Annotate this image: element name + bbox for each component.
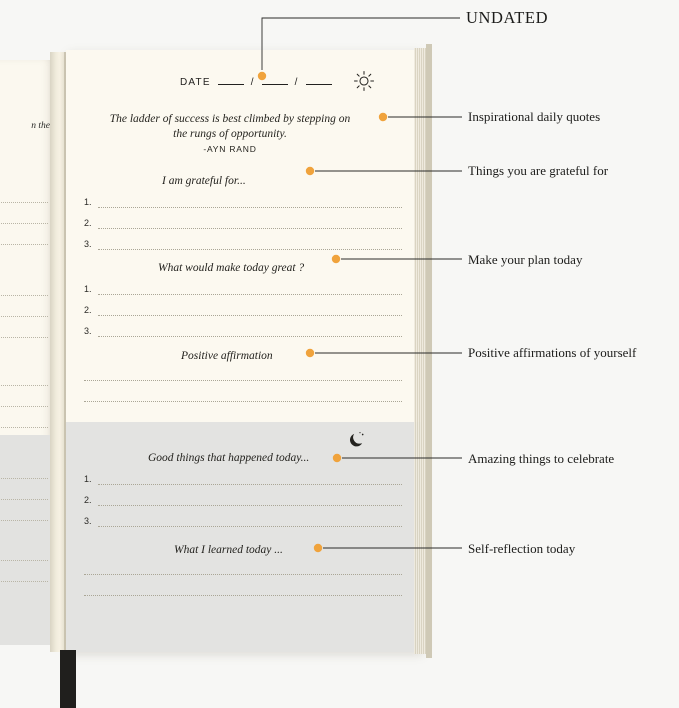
moon-icon xyxy=(347,430,367,450)
write-line[interactable] xyxy=(98,207,402,208)
great-day-line-2[interactable] xyxy=(84,301,402,322)
prompt-affirmation: Positive affirmation xyxy=(181,350,273,362)
callout-affirmation: Positive affirmations of yourself xyxy=(468,345,637,360)
callout-reflection: Self-reflection today xyxy=(468,541,576,556)
date-label: DATE xyxy=(180,77,211,88)
affirmation-line-1[interactable] xyxy=(84,366,402,387)
callout-quotes: Inspirational daily quotes xyxy=(468,109,601,124)
date-sep-1: / xyxy=(250,77,255,88)
write-line[interactable] xyxy=(98,294,402,295)
date-blank-year[interactable] xyxy=(306,74,332,85)
write-line[interactable] xyxy=(98,484,402,485)
good-things-lines[interactable] xyxy=(84,470,402,533)
journal-left-page xyxy=(0,60,52,645)
sun-icon xyxy=(353,70,375,92)
good-things-line-2[interactable] xyxy=(84,491,402,512)
quote-author: -AYN RAND xyxy=(203,144,257,154)
list-number: 3. xyxy=(84,516,92,526)
list-number: 1. xyxy=(84,197,92,207)
learned-line-2[interactable] xyxy=(84,581,402,602)
affirmation-lines[interactable] xyxy=(84,366,402,408)
write-line[interactable] xyxy=(98,505,402,506)
list-number: 2. xyxy=(84,305,92,315)
write-line[interactable] xyxy=(98,526,402,527)
good-things-line-1[interactable] xyxy=(84,470,402,491)
write-line[interactable] xyxy=(98,315,402,316)
journal-book xyxy=(0,42,440,652)
callout-undated: UNDATED xyxy=(466,8,549,27)
prompt-good-things: Good things that happened today... xyxy=(148,452,310,464)
list-number: 3. xyxy=(84,239,92,249)
date-sep-2: / xyxy=(294,77,299,88)
date-field[interactable] xyxy=(180,74,335,88)
write-line[interactable] xyxy=(84,380,402,381)
list-number: 1. xyxy=(84,284,92,294)
learned-line-1[interactable] xyxy=(84,560,402,581)
daily-quote: The ladder of success is best climbed by stepping on the rungs of opportunity. xyxy=(109,113,351,140)
page-content xyxy=(66,50,421,652)
great-day-line-3[interactable] xyxy=(84,322,402,343)
great-day-lines[interactable] xyxy=(84,280,402,343)
write-line[interactable] xyxy=(98,249,402,250)
grateful-line-2[interactable] xyxy=(84,214,402,235)
date-blank-day[interactable] xyxy=(218,74,244,85)
prompt-great-day: What would make today great ? xyxy=(158,262,305,274)
write-line[interactable] xyxy=(84,595,402,596)
left-page-partial-text: n the xyxy=(31,121,50,131)
write-line[interactable] xyxy=(98,228,402,229)
learned-lines[interactable] xyxy=(84,560,402,602)
journal-right-page xyxy=(66,50,421,652)
callout-celebrate: Amazing things to celebrate xyxy=(468,451,615,466)
good-things-line-3[interactable] xyxy=(84,512,402,533)
great-day-line-1[interactable] xyxy=(84,280,402,301)
bookmark-ribbon xyxy=(60,650,76,708)
left-page-lines xyxy=(0,60,52,645)
callout-plan: Make your plan today xyxy=(468,252,583,267)
list-number: 2. xyxy=(84,495,92,505)
write-line[interactable] xyxy=(98,336,402,337)
affirmation-line-2[interactable] xyxy=(84,387,402,408)
callout-grateful: Things you are grateful for xyxy=(468,163,609,178)
write-line[interactable] xyxy=(84,574,402,575)
prompt-grateful: I am grateful for... xyxy=(162,175,246,187)
prompt-learned: What I learned today ... xyxy=(174,544,283,556)
grateful-line-1[interactable] xyxy=(84,193,402,214)
write-line[interactable] xyxy=(84,401,402,402)
grateful-lines[interactable] xyxy=(84,193,402,256)
list-number: 2. xyxy=(84,218,92,228)
date-blank-month[interactable] xyxy=(262,74,288,85)
grateful-line-3[interactable] xyxy=(84,235,402,256)
list-number: 1. xyxy=(84,474,92,484)
book-cover-edge xyxy=(426,44,432,658)
list-number: 3. xyxy=(84,326,92,336)
